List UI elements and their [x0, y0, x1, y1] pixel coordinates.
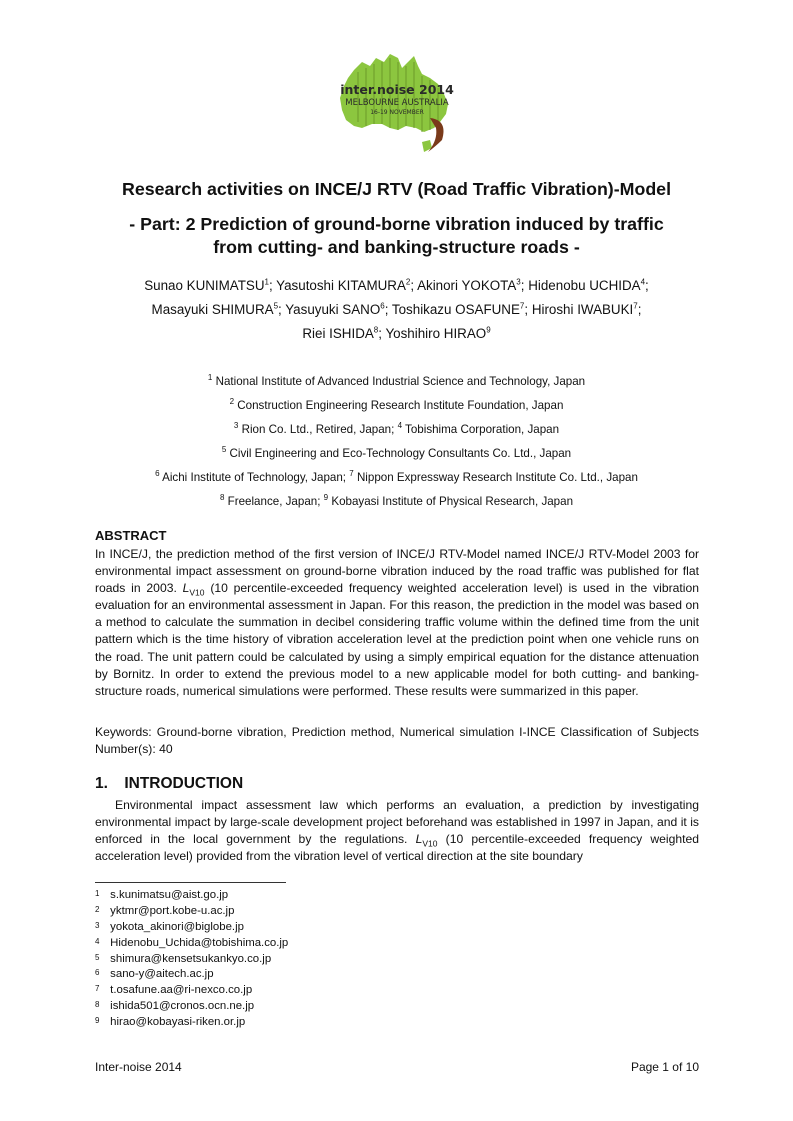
author-name: Riei ISHIDA [302, 326, 374, 341]
affiliation-sup: 8 [219, 493, 225, 503]
affiliation-text: Tobishima Corporation, Japan [405, 423, 560, 436]
author-sup: 5 [273, 301, 279, 311]
footnote-list [95, 888, 288, 1031]
affiliation-sup: 6 [155, 469, 160, 479]
level-subscript: V10 [189, 587, 205, 598]
author-sup: 4 [640, 277, 646, 287]
footer-conference: Inter-noise 2014 [95, 1060, 182, 1074]
author-line [40, 274, 753, 298]
abstract-heading: ABSTRACT [95, 528, 167, 543]
author-sup: 1 [264, 277, 269, 287]
affiliation-sup: 1 [207, 373, 213, 383]
affiliation-text: Aichi Institute of Technology, Japan; [162, 471, 350, 484]
affiliation-sup: 4 [397, 421, 403, 431]
affiliation-line [40, 370, 753, 394]
affiliation-sup: 3 [233, 421, 239, 431]
affiliation-text: National Institute of Advanced Industrial Science and Technology, Japan [215, 375, 586, 388]
author-sup: 3 [516, 277, 521, 287]
affiliation-text: Kobayasi Institute of Physical Research, Japan [331, 495, 574, 508]
author-name: Yoshihiro HIRAO [385, 326, 487, 341]
footnote [95, 983, 288, 999]
intro-text: Environmental impact assessment law which performs an evaluation, a prediction by investigating environmental impact by large-scale development project beforehand was established in 1997 in Japan, and it is enforced in the local government by the regulations. [95, 798, 699, 846]
footnote-email: sano-y@aitech.ac.jp [110, 968, 214, 981]
author-sup: 7 [633, 301, 638, 311]
footnote-email: t.osafune.aa@ri-nexco.co.jp [110, 984, 253, 997]
author-name: Hiroshi IWABUKI [531, 302, 634, 317]
author-name: Hidenobu UCHIDA [528, 278, 641, 293]
australia-map-icon [318, 48, 476, 166]
author-sep: ; [520, 278, 529, 293]
footnote-number: 8 [95, 1000, 100, 1010]
affiliation-text: Rion Co. Ltd., Retired, Japan; [241, 423, 398, 436]
footnote-number: 5 [95, 952, 100, 962]
level-symbol: L [415, 832, 423, 846]
abstract-body [95, 546, 699, 700]
footnote-email: shimura@kensetsukankyo.co.jp [110, 952, 272, 965]
affiliation-line [40, 442, 753, 466]
logo-line-3: 16-19 NOVEMBER [370, 109, 424, 116]
footnote-email: Hidenobu_Uchida@tobishima.co.jp [110, 936, 289, 949]
introduction-body [95, 797, 699, 865]
footnote-number: 1 [95, 889, 100, 898]
footnote-number: 6 [95, 968, 100, 978]
footnote [95, 967, 288, 983]
author-sep: ; [278, 302, 286, 317]
keywords: Keywords: Ground-borne vibration, Prediction method, Numerical simulation I-INCE Classification of Subjects Number(s): 40 [95, 725, 699, 756]
author-name: Masayuki SHIMURA [151, 302, 274, 317]
author-sep: ; [268, 278, 277, 293]
footnote [95, 904, 288, 920]
affiliation-text: Freelance, Japan; [227, 495, 324, 508]
footnote [95, 1015, 288, 1031]
footnote [95, 952, 288, 968]
affiliation-line [40, 418, 753, 442]
affiliation-list [40, 370, 753, 514]
abstract-text: (10 percentile-exceeded frequency weighted acceleration level) is used in the vibration evaluation for an environmental assessment in Japan. For this reason, the prediction in the model was based on a method to calculate the summation in decibel considering traffic volume within the defined time from the unit pattern which is the time history of vibration acceleration level at the prediction point when one vehicle runs on the road. The unit pattern could be calculated by using a simply empirical equation for the distance attenuation by Bornitz. In order to extend the previous model to a new applicable model for both cutting- and banking-structure roads, numerical simulations were performed. These results were summarized in this paper. [95, 581, 699, 698]
affiliation-text: Civil Engineering and Eco-Technology Consultants Co. Ltd., Japan [229, 447, 572, 460]
footnote-email: hirao@kobayasi-riken.or.jp [110, 1016, 246, 1029]
author-line [40, 322, 753, 346]
affiliation-text: Construction Engineering Research Institute Foundation, Japan [237, 399, 564, 412]
author-sup: 8 [373, 325, 379, 335]
footnote-number: 7 [95, 984, 100, 994]
affiliation-sup: 7 [349, 469, 354, 479]
affiliation-sup: 9 [323, 493, 329, 503]
author-sup: 6 [380, 301, 385, 311]
author-sep: ; [410, 278, 418, 293]
paper-title-subtitle [0, 213, 793, 259]
author-sup: 7 [519, 301, 525, 311]
intro-text: (10 percentile-exceeded frequency weighted acceleration level) provided from the vibration level of vertical direction at the site boundary [95, 832, 699, 863]
affiliation-text: Nippon Expressway Research Institute Co. Ltd., Japan [356, 471, 638, 484]
footnote-number: 9 [95, 1016, 100, 1026]
author-name: Toshikazu OSAFUNE [391, 302, 520, 317]
author-sup: 9 [486, 325, 491, 335]
paper-title-line-3: from cutting- and banking-structure roads - [213, 237, 580, 257]
author-name: Yasutoshi KITAMURA [276, 278, 406, 293]
footnote-number: 4 [95, 936, 100, 946]
affiliation-line [40, 394, 753, 418]
level-subscript: V10 [422, 838, 438, 849]
author-list [40, 274, 753, 346]
paper-title-line-1: Research activities on INCE/J RTV (Road Traffic Vibration)-Model [121, 179, 672, 199]
affiliation-sup: 2 [229, 397, 235, 407]
conference-logo [318, 48, 476, 166]
logo-line-1: inter.noise 2014 [340, 82, 454, 97]
author-name: Yasuyuki SANO [285, 302, 381, 317]
footnote [95, 888, 288, 904]
affiliation-line [40, 466, 753, 490]
footnote-number: 3 [95, 920, 100, 930]
logo-line-2: MELBOURNE AUSTRALIA [345, 98, 449, 108]
affiliation-sup: 5 [221, 445, 227, 455]
affiliation-line [40, 490, 753, 514]
author-sep: ; [384, 302, 392, 317]
level-symbol: L [182, 581, 190, 596]
footnote-email: ishida501@cronos.ocn.ne.jp [110, 1000, 255, 1013]
footnote-email: yokota_akinori@biglobe.jp [110, 920, 244, 933]
author-name: Akinori YOKOTA [417, 278, 517, 293]
abstract-text: In INCE/J, the prediction method of the first version of INCE/J RTV-Model named INCE/J RTV-Model 2003 for environmental impact assessment on ground-borne vibration induced by the road traffic was published for flat roads in 2003. [95, 547, 699, 596]
author-sep: ; [637, 302, 642, 317]
author-sep: ; [524, 302, 532, 317]
footnote [95, 920, 288, 936]
author-sup: 2 [405, 277, 411, 287]
footnote-email: s.kunimatsu@aist.go.jp [110, 889, 229, 901]
author-line [40, 298, 753, 322]
footer-page-number: Page 1 of 10 [630, 1060, 699, 1074]
footnote [95, 999, 288, 1015]
section-heading [95, 775, 243, 793]
footnote-email: yktmr@port.kobe-u.ac.jp [110, 904, 235, 917]
section-number: 1. [95, 775, 108, 792]
author-sep: ; [378, 326, 386, 341]
paper-title-line-2: - Part: 2 Prediction of ground-borne vibration induced by traffic [129, 214, 664, 234]
section-title: INTRODUCTION [124, 775, 244, 792]
author-name: Sunao KUNIMATSU [144, 278, 265, 293]
footnote-number: 2 [95, 904, 100, 914]
footnote-rule [95, 882, 286, 883]
footnote [95, 936, 288, 952]
author-sep: ; [645, 278, 649, 293]
